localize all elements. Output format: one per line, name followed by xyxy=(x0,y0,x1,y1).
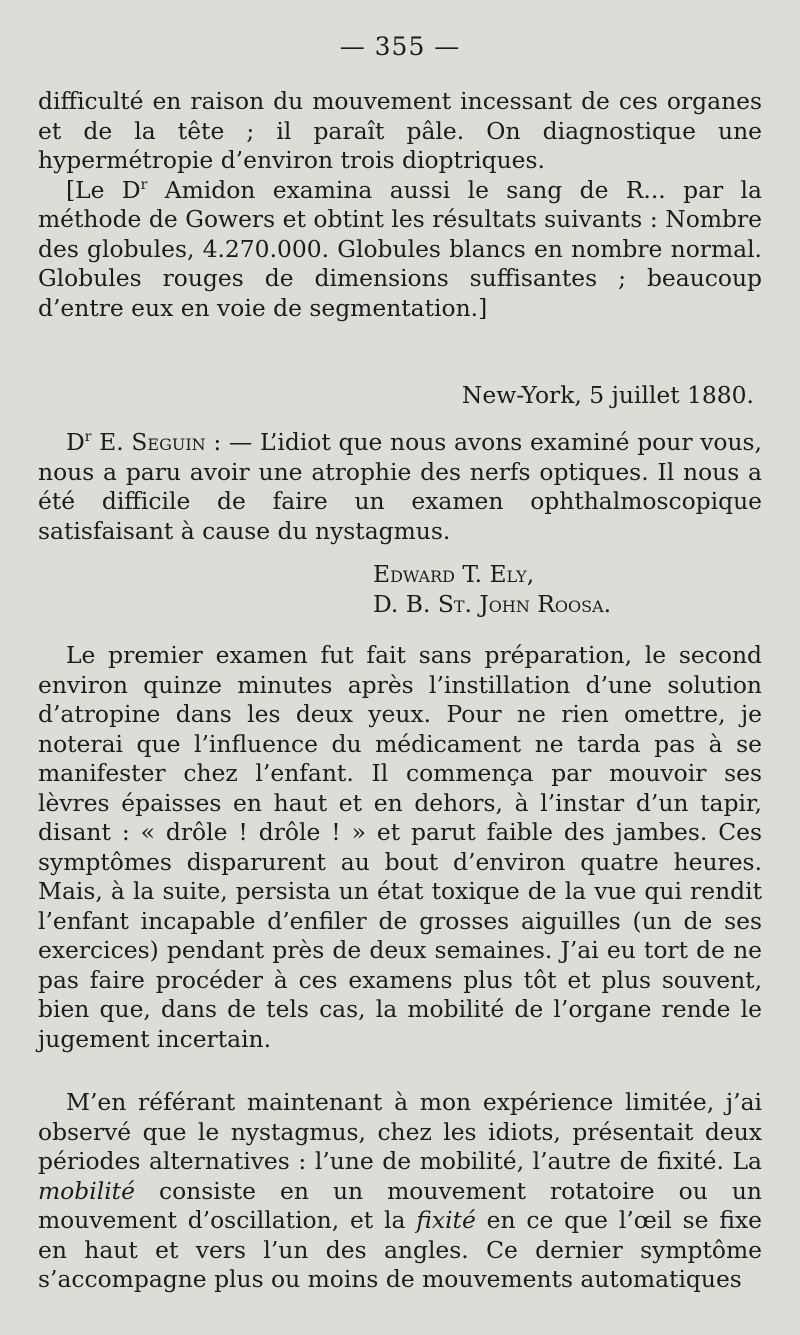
paragraph-5-part-1: M’en référant maintenant à mon expérience limitée, j’ai observé que le nystagmus, chez les idiots, présentait deux périodes alternatives : l’une de mobilité, l’autre de fixité. La xyxy=(38,1088,762,1175)
text-block-main xyxy=(38,641,762,1054)
paragraph-3-name: E. Seguin xyxy=(91,428,206,456)
signature-block xyxy=(373,560,611,619)
dateline: New-York, 5 juillet 1880. xyxy=(461,381,754,409)
paragraph-4: Le premier examen fut fait sans préparation, le second environ quinze minutes après l’instillation d’une solution d’atropine dans les deux yeux. Pour ne rien omettre, je noterai que l’influence du médicament ne tarda pas à se manifester chez l’enfant. Il commença par mouvoir ses lèvres épaisses en haut et en dehors, à l’instar d’un tapir, disant : « drôle ! drôle ! » et parut faible des jambes. Ces symptômes disparurent au bout d’environ quatre heures. Mais, à la suite, persista un état toxique de la vue qui rendit l’enfant incapable d’enfiler de grosses aiguilles (un de ses exercices) pendant près de deux semaines. J’ai eu tort de ne pas faire procéder à ces examens plus tôt et plus souvent, bien que, dans de tels cas, la mobilité de l’organe rende le jugement incertain. xyxy=(38,641,762,1053)
paragraph-3-rest: : — L’idiot que nous avons examiné pour vous, nous a paru avoir une atrophie des nerfs optiques. Il nous a été difficile de faire un examen ophthalmoscopique satisfaisant à cause du nystagmus. xyxy=(38,428,762,545)
paragraph-2-sup: r xyxy=(140,176,148,193)
text-block-letter xyxy=(38,428,762,546)
signature-line-1: Edward T. Ely, xyxy=(373,560,535,588)
page-number: — 355 — xyxy=(339,32,461,61)
paragraph-2 xyxy=(38,176,762,324)
paragraph-3 xyxy=(38,428,762,546)
paragraph-5-part-3: en ce que l’œil se fixe en haut et vers l’un des angles. Ce dernier symptôme s’accompagne plus ou moins de mouvements automatiques xyxy=(38,1206,762,1293)
paragraph-2-rest: Amidon examina aussi le sang de R... par la méthode de Gowers et obtint les résultats suivants : Nombre des globules, 4.270.000. Globules blancs en nombre normal. Globules rouges de dimensions suffisantes ; beaucoup d’entre eux en voie de segmentation.] xyxy=(38,175,762,322)
paragraph-3-sup: r xyxy=(84,429,92,445)
paragraph-5-part-2: consiste en un mouvement rotatoire ou un mouvement d’oscillation, et la xyxy=(38,1176,762,1234)
paragraph-5-em-1: mobilité xyxy=(38,1176,135,1205)
paragraph-5-em-2: fixité xyxy=(416,1206,476,1234)
paragraph-5 xyxy=(38,1088,762,1295)
paragraph-2-open: [Le D xyxy=(66,175,141,204)
text-block-bottom xyxy=(38,1088,762,1295)
signature-line-2: D. B. St. John Roosa. xyxy=(373,589,612,618)
text-block-top xyxy=(38,87,762,323)
paragraph-3-prefix: D xyxy=(66,428,85,456)
paragraph-1: difficulté en raison du mouvement incessant de ces organes et de la tête ; il paraît pâle. On diagnostique une hypermétropie d’environ trois dioptriques. xyxy=(38,87,762,174)
